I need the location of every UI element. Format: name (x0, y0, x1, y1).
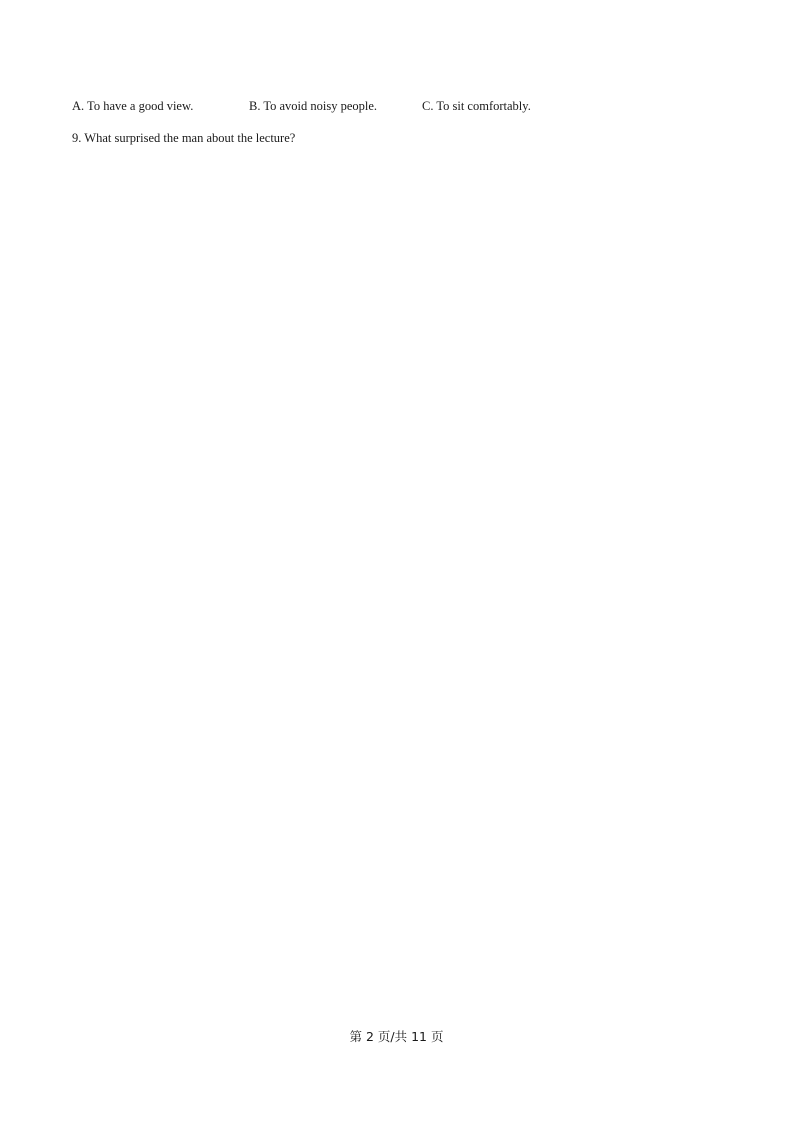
answer-option: C. To sit comfortably. (422, 99, 531, 113)
answer-option: B. To avoid noisy people. (249, 99, 378, 113)
question-text: 9. What surprised the man about the lecture? (72, 131, 296, 145)
page-footer: 第 2 页/共 11 页 (349, 1029, 444, 1044)
answer-option: A. To have a good view. (72, 99, 194, 113)
